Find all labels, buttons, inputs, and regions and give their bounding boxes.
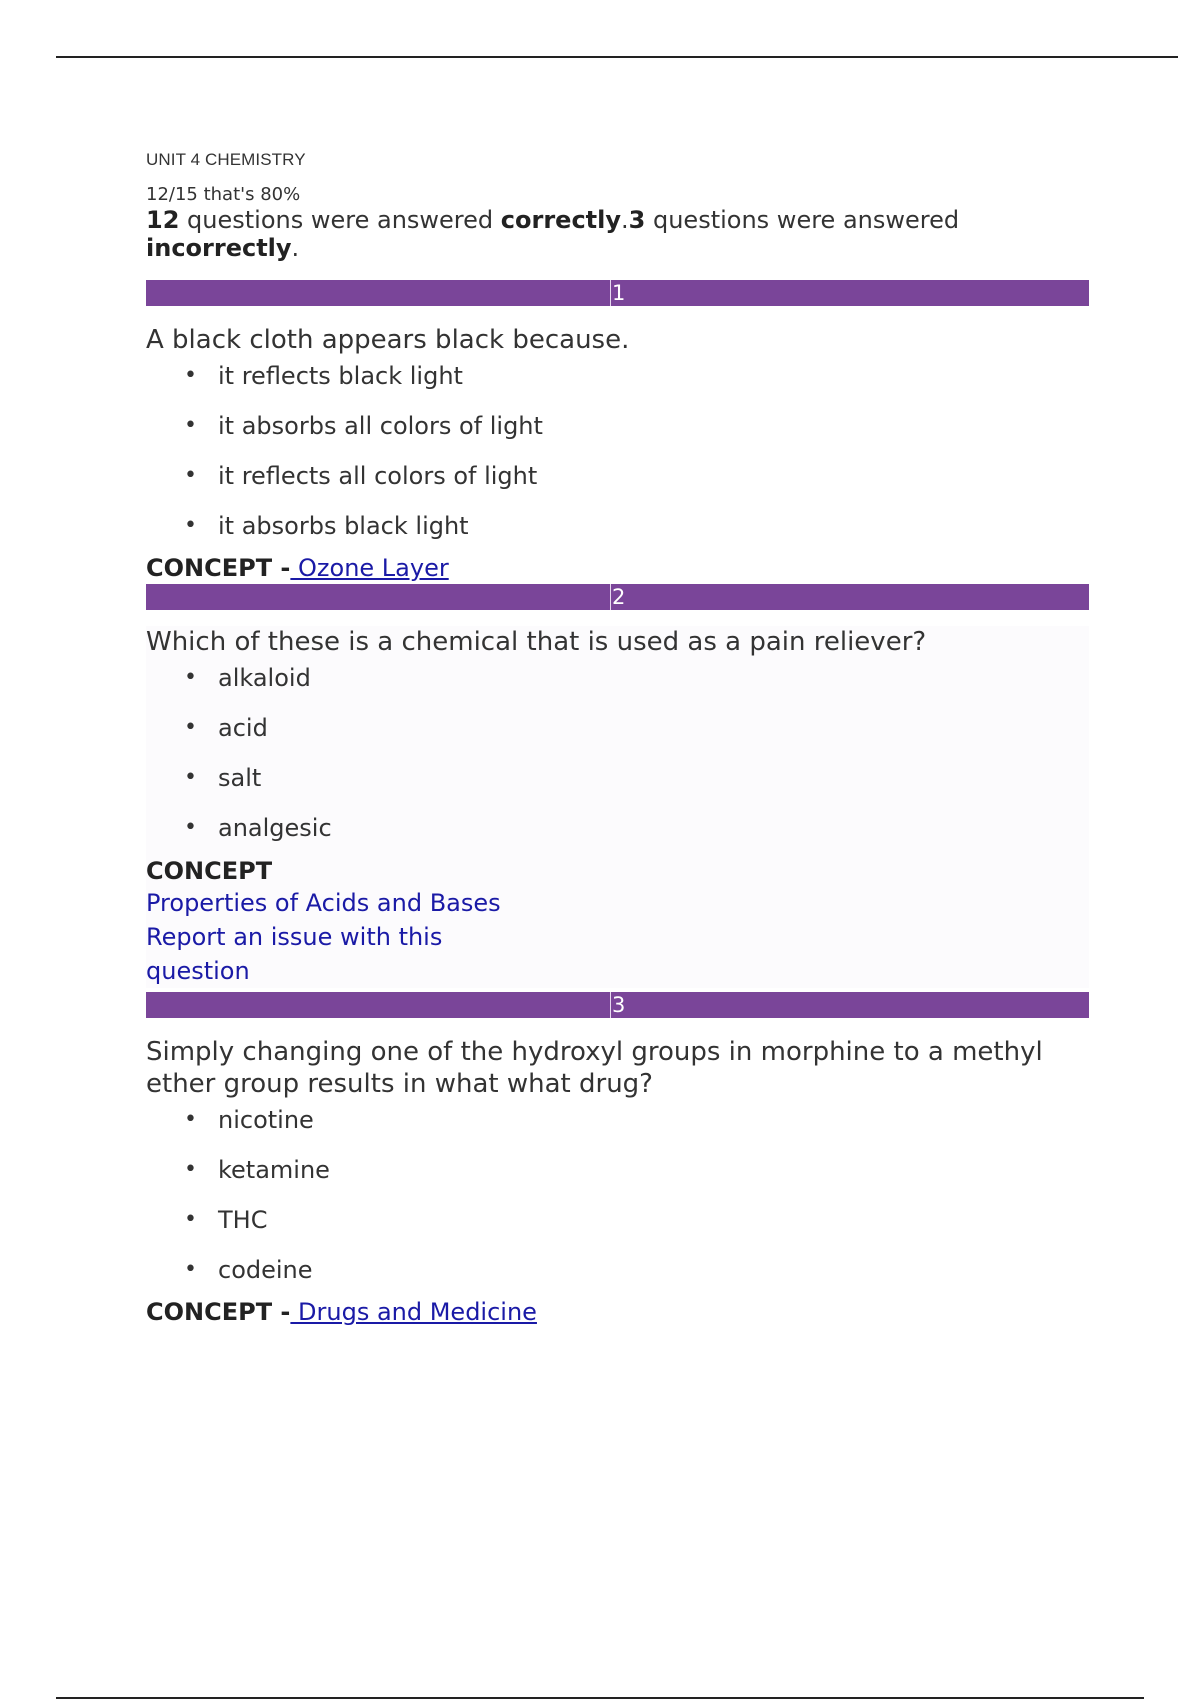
question-2-header-bar: [146, 584, 1089, 610]
question-1-concept: [146, 554, 1089, 582]
answer-option[interactable]: [184, 1206, 1089, 1234]
bullet-icon: •: [184, 1257, 197, 1282]
question-3-prompt: Simply changing one of the hydroxyl groups in morphine to a methyl ether group results in what what drug?: [146, 1037, 1043, 1099]
question-number: 3: [612, 993, 626, 1017]
question-3-concept: [146, 1298, 1089, 1326]
answer-option[interactable]: [184, 664, 1089, 692]
answer-text: nicotine: [218, 1106, 314, 1134]
bullet-icon: •: [184, 1157, 197, 1182]
answer-text: THC: [218, 1206, 268, 1234]
concept-label: CONCEPT -: [146, 1298, 291, 1326]
concept-label: CONCEPT: [146, 857, 273, 885]
answer-text: codeine: [218, 1256, 313, 1284]
answer-option[interactable]: [184, 1256, 1089, 1284]
bullet-icon: •: [184, 765, 197, 790]
correct-count: 12: [146, 206, 180, 234]
question-2-prompt: Which of these is a chemical that is used as a pain reliever?: [146, 627, 927, 657]
answer-text: it reflects black light: [218, 362, 463, 390]
concept-link-acids-bases[interactable]: Properties of Acids and Bases Report an issue with this question: [146, 889, 501, 985]
concept-link-ozone-layer[interactable]: Ozone Layer: [290, 554, 449, 582]
answer-text: alkaloid: [218, 664, 311, 692]
question-1-header-bar: [146, 280, 1089, 306]
top-rule: [56, 56, 1178, 58]
incorrect-word: incorrectly: [146, 234, 292, 262]
question-1-prompt: A black cloth appears black because.: [146, 325, 630, 355]
question-2-block: [146, 626, 1089, 988]
answer-text: analgesic: [218, 814, 332, 842]
bullet-icon: •: [184, 1107, 197, 1132]
bullet-icon: •: [184, 363, 197, 388]
answer-text: it absorbs all colors of light: [218, 412, 543, 440]
answer-text: salt: [218, 764, 262, 792]
question-3-answers: [146, 1106, 1089, 1284]
answer-option[interactable]: [184, 1106, 1089, 1134]
results-summary: [146, 206, 1089, 262]
correct-word: correctly: [500, 206, 622, 234]
bullet-icon: •: [184, 413, 197, 438]
quiz-results-content: [146, 150, 1089, 1326]
concept-label: CONCEPT -: [146, 554, 291, 582]
bullet-icon: •: [184, 463, 197, 488]
answer-option[interactable]: [184, 764, 1089, 792]
bullet-icon: •: [184, 513, 197, 538]
answer-text: it reflects all colors of light: [218, 462, 538, 490]
score-line: 12/15 that's 80%: [146, 184, 301, 205]
question-number: 1: [612, 281, 626, 305]
bullet-icon: •: [184, 665, 197, 690]
summary-text-4: .: [291, 234, 300, 262]
bullet-icon: •: [184, 815, 197, 840]
answer-option[interactable]: [184, 362, 1089, 390]
answer-text: it absorbs black light: [218, 512, 469, 540]
question-2-answers: [146, 664, 1089, 842]
question-3-header-bar: [146, 992, 1089, 1018]
unit-title: UNIT 4 CHEMISTRY: [146, 150, 306, 169]
incorrect-count: 3: [628, 206, 646, 234]
answer-option[interactable]: [184, 412, 1089, 440]
summary-text-2: .: [621, 206, 629, 234]
bottom-rule: [56, 1697, 1144, 1699]
bullet-icon: •: [184, 715, 197, 740]
concept-link-drugs-medicine[interactable]: Drugs and Medicine: [290, 1298, 537, 1326]
summary-text-3: questions were answered: [645, 206, 960, 234]
answer-option[interactable]: [184, 814, 1089, 842]
answer-option[interactable]: [184, 714, 1089, 742]
answer-option[interactable]: [184, 462, 1089, 490]
summary-text-1: questions were answered: [179, 206, 501, 234]
answer-option[interactable]: [184, 1156, 1089, 1184]
question-number: 2: [612, 585, 626, 609]
bullet-icon: •: [184, 1207, 197, 1232]
answer-option[interactable]: [184, 512, 1089, 540]
answer-text: acid: [218, 714, 268, 742]
answer-text: ketamine: [218, 1156, 330, 1184]
question-1-answers: [146, 362, 1089, 540]
question-2-concept: [146, 856, 1089, 988]
